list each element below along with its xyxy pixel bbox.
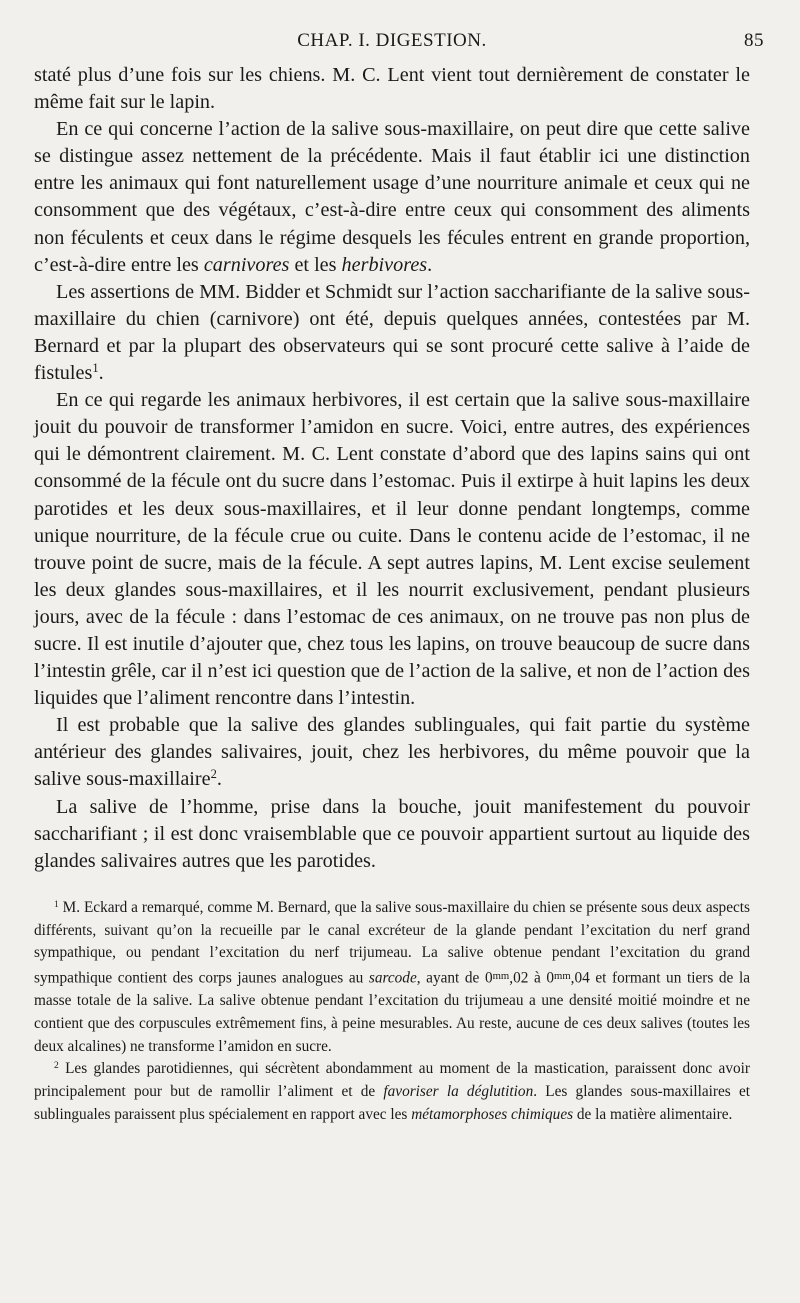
unit-mm-1: mm: [492, 969, 510, 982]
paragraph-2: En ce qui concerne l’action de la salive sous-maxillaire, on peut dire que cette salive se distingue assez nettement de la précédente. Mais il faut établir ici une distinction entre les animaux qui font naturellement usage d’une nourriture animale et ceux qui ne consomment que des végétaux, c’est-à-dire entre ceux qui consomment des aliments non féculents et ceux dans le régime desquels les fécules entrent en grande proportion, c’est-à-dire entre les carnivores et les herbivores.: [34, 118, 750, 276]
paragraph-3: Les assertions de MM. Bidder et Schmidt sur l’action saccharifiante de la salive sous-maxillaire du chien (carnivore) ont été, depuis quelques années, contestées par M. Bernard et par la plupart des observateurs qui se sont procuré cette salive à l’aide de fistules$^1$.: [34, 280, 750, 385]
emphasis-metamorphoses: métamorphoses chimiques: [411, 1105, 574, 1123]
paragraph-5: Il est probable que la salive des glandes sublinguales, qui fait partie du système antérieur des glandes salivaires, jouit, chez les herbivores, du même pouvoir que la salive sous-maxillaire$^2$.: [34, 714, 750, 791]
page-number: 85: [744, 30, 764, 51]
paragraph-1: staté plus d’une fois sur les chiens. M. C. Lent vient tout dernièrement de constater le même fait sur le lapin.: [34, 64, 750, 114]
footnote-marker-1: 1: [54, 899, 59, 910]
running-title: CHAP. I. DIGESTION.: [297, 30, 487, 51]
footnotes: [34, 897, 750, 1127]
footnote-1: $^1$ M. Eckard a remarqué, comme M. Bernard, que la salive sous-maxillaire du chien se présente sous deux aspects différents, suivant qu’on la recueille par le canal excréteur de la glande pendant l’excitation du nerf grand sympathique, ou pendant l’excitation du nerf trijumeau. La salive obtenue pendant l’excitation du grand sympathique contient des corps jaunes analogues au sarcode, ayant de $0^{mm},02$ à $0^{mm},04$ et formant un tiers de la masse totale de la salive. La salive obtenue pendant l’excitation du trijumeau a une densité moitié moindre et ne contient que des corpuscules extrêmement fins, à peine mesurables. Au reste, aucune de ces deux salives (toutes les deux alcalines) ne transforme l’amidon en sucre.: [34, 898, 750, 1055]
paragraph-6: La salive de l’homme, prise dans la bouche, jouit manifestement du pouvoir saccharifiant ; il est donc vraisemblable que ce pouvoir appartient surtout au liquide des glandes salivaires autres que les parotides.: [34, 795, 750, 872]
footnote-ref-1[interactable]: 1: [92, 361, 99, 376]
emphasis-deglutition: favoriser la déglutition: [383, 1083, 534, 1101]
emphasis-carnivores: carnivores: [203, 253, 290, 276]
emphasis-herbivores: herbivores: [341, 253, 428, 276]
emphasis-sarcode: sarcode: [368, 969, 417, 987]
footnote-marker-2: 2: [54, 1061, 59, 1072]
footnote-2: $^2$ Les glandes parotidiennes, qui sécrètent abondamment au moment de la mastication, paraissent donc avoir principalement pour but de ramollir l’aliment et de favoriser la déglutition. Les glandes sous-maxillaires et sublinguales paraissent plus spécialement en rapport avec les métamorphoses chimiques de la matière alimentaire.: [34, 1060, 750, 1123]
paragraph-4: En ce qui regarde les animaux herbivores, il est certain que la salive sous-maxillaire jouit du pouvoir de transformer l’amidon en sucre. Voici, entre autres, des expériences qui le démontrent clairement. M. C. Lent constate d’abord que des lapins sains qui ont consommé de la fécule ont du sucre dans l’estomac. Puis il extirpe à huit lapins les deux parotides et les deux sous-maxillaires, et il leur donne pendant longtemps, comme unique nourriture, de la fécule crue ou cuite. Dans le contenu acide de l’estomac, il ne trouve point de sucre, mais de la fécule. A sept autres lapins, M. Lent excise seulement les deux glandes sous-maxillaires, et il les nourrit exclusivement, pendant plusieurs jours, avec de la fécule : dans l’estomac de ces animaux, on ne trouve pas non plus de sucre. Il est inutile d’ajouter que, chez tous les lapins, on trouve beaucoup de sucre dans l’intestin grêle, car il n’est ici question que de l’action de la salive, et non de l’action des liquides que l’aliment rencontre dans l’intestin.: [34, 389, 750, 710]
footnote-ref-2[interactable]: 2: [210, 767, 217, 782]
running-header: [34, 22, 764, 60]
main-text: [34, 62, 750, 875]
unit-mm-2: mm: [554, 969, 571, 982]
